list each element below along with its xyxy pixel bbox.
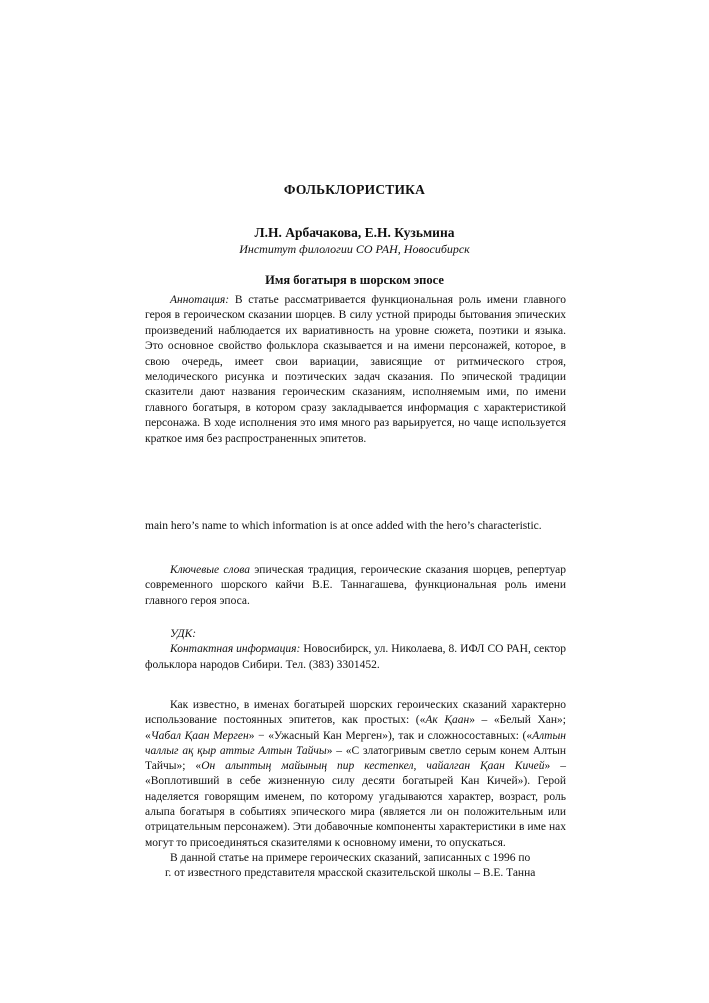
udk-block	[145, 627, 566, 673]
body-paragraph-3: г. от известного представителя мрасской сказительской школы – В.Е. Танна	[165, 867, 536, 880]
body-text-run: Как известно, в именах богатырей шорских героических сказаний характерно использование постоянных эпитетов, как простых: («	[145, 699, 566, 727]
udk-line	[145, 627, 566, 642]
english-abstract-fragment: main hero’s name to which information is at once added with the hero’s characteristic.	[145, 520, 542, 532]
body-paragraph-2: В данной статье на примере героических сказаний, записанных с 1996 по	[170, 851, 531, 864]
abstract	[145, 293, 566, 447]
epithet-kaan-kichei: Он алыптың майының пир кестепкел, чайалган Қаан Кичей	[201, 760, 545, 773]
contact-label: Контактная информация:	[170, 643, 301, 656]
abstract-paragraph	[145, 293, 566, 447]
abstract-label: Аннотация:	[170, 294, 230, 306]
body-text-run: » – «Воплотивший в себе жизненную силу десяти богатырей Кан Кичей»). Герой наделяется говорящим именем, по которому угадываются характер, возраст, роль алыпа богатыря в событиях эпического мира (является ли он положительным или отрицательным персонажем). Эти добавочные компоненты характеристики в име нах могут то присоединяться сказителями к основному имени, то опускаться.	[145, 760, 567, 849]
authors: Л.Н. Арбачакова, Е.Н. Кузьмина	[254, 225, 455, 240]
epithet-altyn-taichy: Алтын чаллыг ақ қыр аттыг Алтын Тайчы	[145, 729, 566, 757]
keywords-paragraph	[145, 563, 566, 609]
article-title: Имя богатыря в шорском эпосе	[265, 273, 444, 287]
affiliation: Институт филологии СО РАН, Новосибирск	[239, 242, 470, 256]
body-text-run: » – «Белый Хан»; «	[145, 714, 566, 742]
section-title: ФОЛЬКЛОРИСТИКА	[283, 182, 426, 197]
body-paragraph-1	[145, 698, 566, 851]
body-text-run: » – «С златогривым светло серым конем Алтын Тайчы»; «	[145, 744, 566, 773]
contact-text: Новосибирск, ул. Николаева, 8. ИФЛ СО РАН, сектор фольклора народов Сибири. Тел. (383) 3301452.	[145, 643, 567, 671]
epithet-ak-kaan: Ак Қаан	[425, 714, 470, 727]
body-text-run: » − «Ужасный Кан Мерген»), так и сложносоставных: («	[248, 729, 533, 742]
abstract-text: В статье рассматривается функциональная роль имени главного героя в героическом сказании шорцев. В силу устной природы бытования эпических произведений наблюдается их вариативность на уровне сюжета, поэтики и языка. Это основное свойство фольклора сказывается и на имени персонажей, которое, в свою очередь, имеет свои вариации, зависящие от ритмического строя, мелодического рисунка и поэтических задач сказания. По эпической традиции сказители дают названия героическим сказаниям, исполняемым ими, по имени главного богатыря, в котором сразу закладывается информация с характеристикой персонажа. В ходе исполнения это имя много раз варьируется, но чаще используется краткое имя без распространенных эпитетов.	[145, 294, 566, 445]
epithet-chabal-kaan-mergen: Чабал Қаан Мерген	[150, 729, 249, 742]
body-text	[145, 698, 566, 882]
contact-paragraph	[145, 642, 566, 673]
keywords-label: Ключевые слова	[170, 564, 251, 576]
udk-label: УДК:	[170, 628, 197, 640]
keywords	[145, 563, 566, 609]
keywords-text: эпическая традиция, героические сказания шорцев, репертуар современного шорского кайчи В.Е. Таннагашева, функциональная роль имени главного героя эпоса.	[145, 564, 566, 607]
